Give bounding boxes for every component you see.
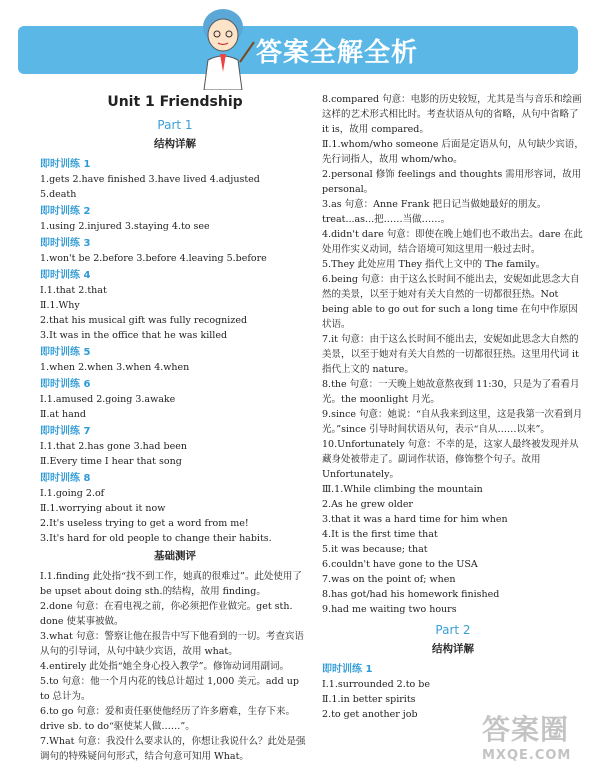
answer-item: 7.it 句意：由于这么长时间不能出去，安妮如此思念大自然的美景，以至于她对有关大自然的一切都很狂热。这里用代词 it 指代上文的 nature。 (322, 334, 579, 375)
drill-title: 即时训练 7 (40, 426, 91, 437)
eval-item: 2.done 句意：在看电视之前，你必须把作业做完。get sth. done 使某事被做。 (40, 601, 293, 627)
drill-line: Ⅰ.1.that 2.has gone 3.had been (40, 441, 187, 452)
rewrite-item: 6.couldn't have gone to the USA (322, 559, 478, 570)
drill-line: Ⅱ.Every time I hear that song (40, 456, 182, 467)
rewrite-item: 4.It is the first time that (322, 529, 438, 540)
page-body (0, 92, 593, 773)
teacher-mascot-icon (190, 2, 256, 90)
rewrite-item: 8.has got/had his homework finished (322, 589, 500, 600)
drill-line: 3.It was in the office that he was killed (40, 330, 228, 341)
drill-line: 1.gets 2.have finished 3.have lived 4.adjusted (40, 174, 260, 185)
eval-item: 3.what 句意：警察让他在报告中写下他看到的一切。考查宾语从句的引导词，从句中缺少宾语，故用 what。 (40, 631, 304, 657)
drill-line: 3.It's hard for old people to change their habits. (40, 533, 272, 544)
drill-line: Ⅱ.at hand (40, 409, 86, 420)
drill-list (40, 157, 310, 546)
answer-item: 4.didn't dare 句意：即使在晚上她们也不敢出去。dare 在此处用作实义动词，结合语境可知这里用一般过去时。 (322, 229, 583, 255)
drill-line: Ⅱ.1.Why (40, 300, 80, 311)
answer-item: 10.Unfortunately 句意：不幸的是，这家人最终被发现并从藏身处被带走了。副词作状语，修饰整个句子。故用 Unfortunately。 (322, 439, 579, 480)
rewrite-item: 3.that it was a hard time for him when (322, 514, 508, 525)
drill-title: 即时训练 2 (40, 206, 91, 217)
section-title: 结构详解 (432, 643, 474, 655)
left-column (40, 92, 310, 764)
part-title: Part 1 (157, 118, 193, 132)
part-title: Part 2 (435, 623, 471, 637)
eval-item: Ⅰ.1.finding 此处指“找不到工作，她真的很难过”。此处使用了 be upset about doing sth.的结构，故用 finding。 (40, 571, 302, 597)
rewrite-item: 9.had me waiting two hours (322, 604, 457, 615)
watermark (482, 708, 592, 768)
answer-item: 6.being 句意：由于这么长时间不能出去，安妮如此思念大自然的美景，以至于她对有关大自然的一切都很狂热。Not being able to go out for such a long time 在句中作原因状语。 (322, 274, 580, 330)
section-title: 结构详解 (154, 138, 196, 150)
answer-item: 3.as 句意：Anne Frank 把日记当做她最好的朋友。treat...as...把……当做……。 (322, 199, 547, 225)
drill-line: Ⅱ.1.worrying about it now (40, 503, 166, 514)
drill-line: Ⅱ.1.in better spirits (322, 694, 416, 705)
right-column (322, 92, 584, 722)
rewrite-list (322, 482, 584, 617)
answer-item: 8.compared 句意：电影的历史较短，尤其是当与音乐和绘画这样的艺术形式相比时。考查状语从句的省略，从句中省略了 it is，故用 compared。 (322, 94, 582, 135)
answer-list (322, 92, 584, 482)
drill-line: Ⅰ.1.amused 2.going 3.awake (40, 394, 176, 405)
rewrite-item: Ⅲ.1.While climbing the mountain (322, 484, 483, 495)
watermark-logo: 答案圈 (482, 713, 570, 746)
answer-item: 5.They 此处应用 They 指代上文中的 The family。 (322, 259, 546, 270)
rewrite-item: 7.was on the point of; when (322, 574, 456, 585)
drill-title: 即时训练 5 (40, 347, 91, 358)
drill-title: 即时训练 1 (322, 664, 373, 675)
rewrite-item: 5.it was because; that (322, 544, 428, 555)
drill-line: Ⅰ.1.going 2.of (40, 488, 105, 499)
answer-item: 9.since 句意：她说：“自从我来到这里，这是我第一次看到月光。”since 引导时间状语从句，表示“自从……以来”。 (322, 409, 583, 435)
drill-line: 1.using 2.injured 3.staying 4.to see (40, 221, 210, 232)
eval-list (40, 569, 310, 764)
drill-line: 1.won't be 2.before 3.before 4.leaving 5.before (40, 253, 267, 264)
section-title: 基础测评 (154, 550, 196, 562)
drill-line: 2.that his musical gift was fully recognized (40, 315, 248, 326)
drill-line: 5.death (40, 189, 77, 200)
drill-line: 2.It's useless trying to get a word from me! (40, 518, 249, 529)
header-title: 答案全解全析 (256, 38, 419, 68)
watermark-url: MXQE.COM (482, 748, 572, 763)
answer-item: 8.the 句意：一天晚上她故意熬夜到 11:30，只是为了看看月光。the moonlight 月光。 (322, 379, 580, 405)
rewrite-item: 2.As he grew older (322, 499, 413, 510)
drill-line: Ⅰ.1.surrounded 2.to be (322, 679, 430, 690)
eval-item: 7.What 句意：我没什么要求认的，你想让我说什么？此处是强调句的特殊疑问句形式，结合句意可知用 What。 (40, 736, 306, 762)
header-banner (0, 0, 593, 92)
answer-item: Ⅱ.1.whom/who someone 后面是定语从句，从句缺少宾语，先行词指人，故用 whom/who。 (322, 139, 584, 165)
answer-item: 2.personal 修饰 feelings and thoughts 需用形容词，故用 personal。 (322, 169, 582, 195)
drill-title: 即时训练 1 (40, 159, 91, 170)
drill-title: 即时训练 3 (40, 238, 91, 249)
eval-item: 5.to 句意：他一个月内花的钱总计超过 1,000 美元。add up to 总计为。 (40, 676, 299, 702)
unit-title: Unit 1 Friendship (107, 94, 243, 110)
drill-line: Ⅰ.1.that 2.that (40, 285, 107, 296)
drill-title: 即时训练 4 (40, 270, 91, 281)
drill-title: 即时训练 8 (40, 473, 91, 484)
eval-item: 4.entirely 此处指“她全身心投入教学”。修饰动词用副词。 (40, 661, 289, 672)
eval-item: 6.to go 句意：爱和责任驱使他经历了许多磨难，生存下来。drive sb. to do“驱使某人做……”。 (40, 706, 295, 732)
drill-line: 1.when 2.when 3.when 4.when (40, 362, 190, 373)
drill-title: 即时训练 6 (40, 379, 91, 390)
drill-line: 2.to get another job (322, 709, 418, 720)
